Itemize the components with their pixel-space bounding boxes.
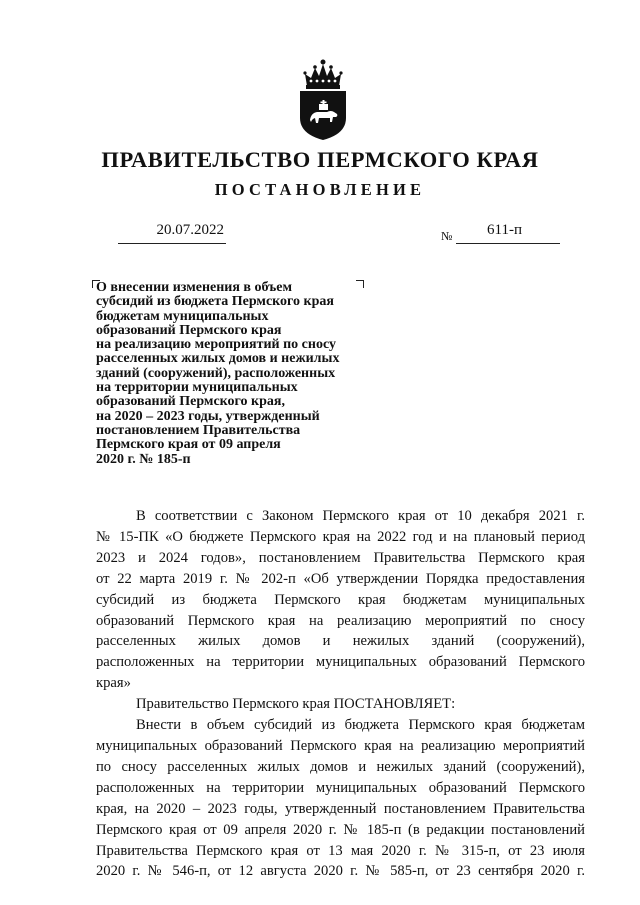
body-line: по сносу расселенных жилых домов и нежилых зданий (сооружений),	[96, 758, 585, 775]
document-type: ПОСТАНОВЛЕНИЕ	[214, 180, 426, 199]
subject-line: расселенных жилых домов и нежилых	[96, 351, 340, 367]
subject-line: на реализацию мероприятий по сносу	[96, 337, 336, 353]
subject-line: бюджетам муниципальных	[96, 308, 269, 324]
paragraph-resolves	[96, 694, 585, 715]
subject-line: образований Пермского края	[96, 322, 282, 338]
body-line: расположенных на территории муниципальных образований Пермского	[96, 654, 585, 671]
body-line: края»	[96, 675, 131, 692]
body-line: от 22 марта 2019 г. № 202-п «Об утверждении Порядка предоставления	[96, 570, 585, 587]
subject-line: О внесении изменения в объем	[96, 280, 293, 295]
body-line: 2020 г. № 546-п, от 12 августа 2020 г. № 585-п, от 23 сентября 2020 г.	[96, 863, 585, 880]
body-line: Пермского края от 09 апреля 2020 г. № 185-п (в редакции постановлений	[96, 821, 585, 838]
body-line: образований Пермского края на реализацию мероприятий по сносу	[96, 612, 585, 629]
number-sign: №	[441, 229, 453, 243]
perm-krai-coat-of-arms-icon	[297, 56, 349, 140]
document-number-field	[456, 222, 560, 244]
subject-line: на 2020 – 2023 годы, утвержденный	[96, 408, 320, 424]
paragraph-legal-basis	[96, 506, 585, 694]
subject-line: Пермского края от 09 апреля	[96, 437, 281, 453]
body-line: Правительства Пермского края от 13 мая 2020 г. № 315-п, от 23 июля	[96, 842, 585, 859]
subject-line: постановлением Правительства	[96, 422, 301, 438]
document-date: 20.07.2022	[118, 222, 226, 244]
document-subject	[96, 281, 376, 467]
organization-title: ПРАВИТЕЛЬСТВО ПЕРМСКОГО КРАЯ	[101, 147, 539, 172]
body-line: Правительство Пермского края ПОСТАНОВЛЯЕТ:	[136, 696, 456, 713]
body-line: В соответствии с Законом Пермского края от 10 декабря 2021 г.	[136, 508, 585, 524]
body-line: края, на 2020 – 2023 годы, утвержденный постановлением Правительства	[96, 800, 585, 817]
body-line: 2023 и 2024 годов», постановлением Правительства Пермского края	[96, 549, 585, 566]
body-line: Внести в объем субсидий из бюджета Пермского края бюджетам	[136, 717, 585, 734]
body-line: расселенных жилых домов и нежилых зданий (сооружений),	[96, 633, 585, 650]
subject-line: зданий (сооружений), расположенных	[96, 365, 336, 381]
body-line: № 15-ПК «О бюджете Пермского края на 2022 год и на плановый период	[96, 528, 585, 545]
document-number: 611-п	[487, 222, 522, 238]
body-line: субсидий из бюджета Пермского края бюджетам муниципальных	[96, 591, 585, 608]
body-line: расположенных на территории муниципальных образований Пермского	[96, 779, 585, 796]
paragraph-amendment	[96, 715, 585, 882]
subject-line: 2020 г. № 185-п	[96, 451, 191, 467]
subject-line: образований Пермского края,	[96, 394, 285, 410]
subject-line: субсидий из бюджета Пермского края	[96, 294, 334, 310]
document-body	[96, 506, 585, 882]
body-line: муниципальных образований Пермского края на реализацию мероприятий	[96, 737, 585, 754]
subject-line: на территории муниципальных	[96, 380, 298, 396]
